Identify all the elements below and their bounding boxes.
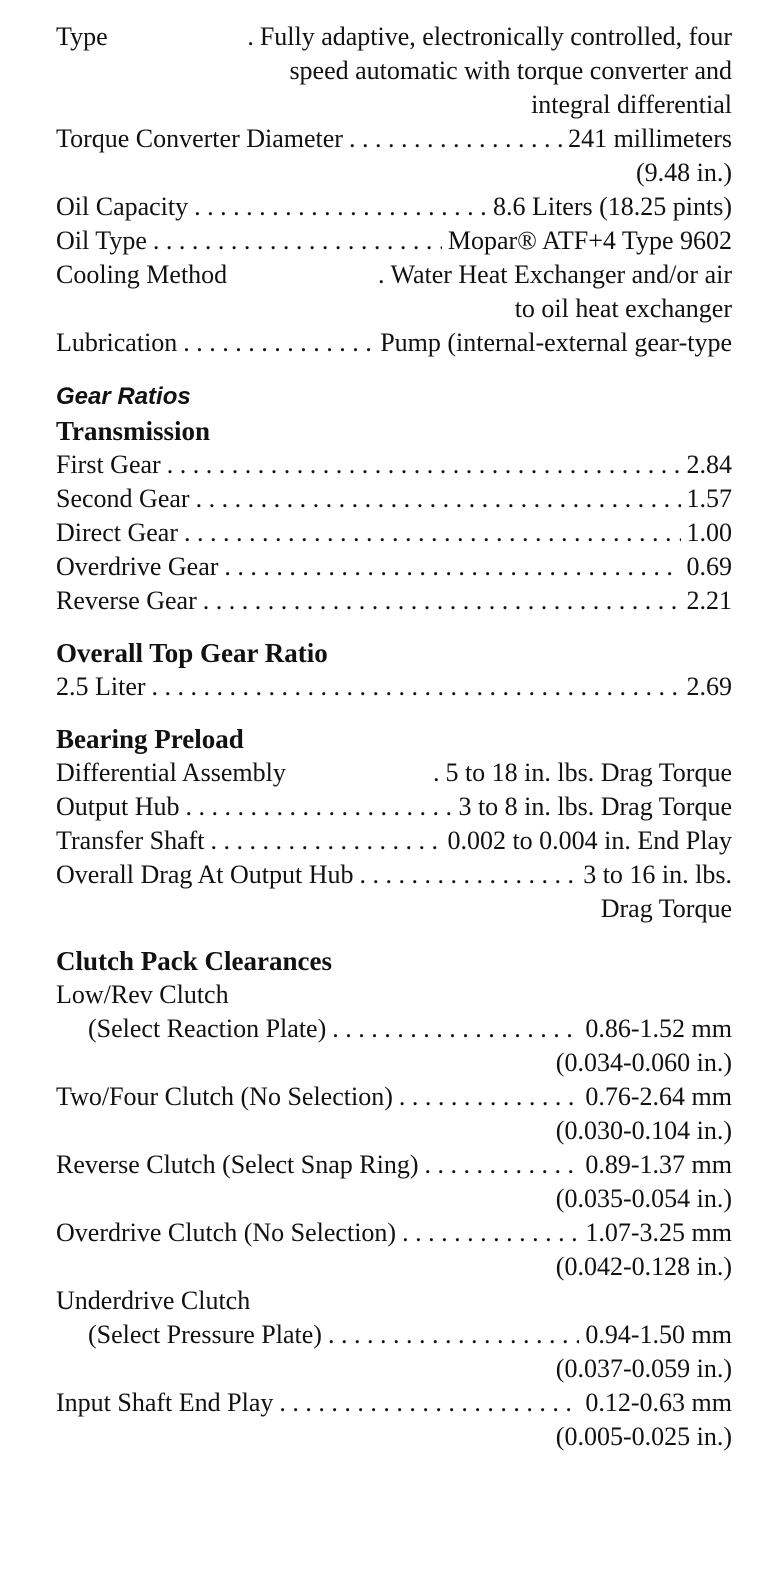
- spec-cooling-row: [56, 258, 732, 292]
- clutch-label: Overdrive Clutch (No Selection): [56, 1218, 397, 1247]
- clutch-row: [56, 1148, 732, 1182]
- preload-value: 3 to 16 in. lbs.: [583, 860, 732, 889]
- top-gear-label: 2.5 Liter: [56, 672, 146, 701]
- gear-value: 1.57: [686, 484, 732, 513]
- preload-value: 0.002 to 0.004 in. End Play: [447, 826, 732, 855]
- transmission-heading: Transmission: [56, 416, 211, 446]
- preload-row: [56, 790, 732, 824]
- gear-label: First Gear: [56, 450, 161, 479]
- gear-label: Overdrive Gear: [56, 552, 219, 581]
- leader-dots: [211, 824, 442, 858]
- clutch-value: 0.86-1.52 mm: [585, 1014, 732, 1043]
- preload-value: 5 to 18 in. lbs. Drag Torque: [445, 758, 732, 787]
- spec-lubrication-row: [56, 326, 732, 360]
- spec-oil-type-row: [56, 224, 732, 258]
- gear-row: [56, 482, 732, 516]
- spec-value: Pump (internal-external gear-type: [380, 328, 732, 357]
- leader-dots: [424, 1148, 579, 1182]
- leader-dots: [184, 516, 681, 550]
- spec-torque-row: [56, 122, 732, 156]
- gear-value: 2.21: [686, 586, 732, 615]
- clutch-value-inches: (0.035-0.054 in.): [555, 1184, 732, 1213]
- spec-value: 241 millimeters: [568, 124, 732, 153]
- preload-row: [56, 756, 732, 790]
- leader-dots: [114, 20, 254, 54]
- clutch-label: Two/Four Clutch (No Selection): [56, 1082, 393, 1111]
- preload-label: Overall Drag At Output Hub: [56, 860, 354, 889]
- clutch-sub-label: (Select Pressure Plate): [88, 1320, 322, 1349]
- clutch-value-inches: (0.037-0.059 in.): [555, 1354, 732, 1383]
- leader-dots: [196, 482, 681, 516]
- spec-value-continued: (9.48 in.): [635, 158, 732, 187]
- preload-row: [56, 858, 732, 892]
- gear-value: 2.84: [686, 450, 732, 479]
- spec-type-row: [56, 20, 732, 54]
- top-gear-value: 2.69: [686, 672, 732, 701]
- clutch-value: 0.94-1.50 mm: [585, 1320, 732, 1349]
- spec-label: Torque Converter Diameter: [56, 124, 343, 153]
- clutch-value-inches: (0.042-0.128 in.): [555, 1252, 732, 1281]
- clutch-row: [56, 1318, 732, 1352]
- leader-dots: [183, 326, 374, 360]
- preload-value-continued: Drag Torque: [600, 894, 732, 923]
- gear-value: 0.69: [686, 552, 732, 581]
- preload-label: Transfer Shaft: [56, 826, 205, 855]
- clutch-value: 1.07-3.25 mm: [585, 1218, 732, 1247]
- spec-value: Mopar® ATF+4 Type 9602: [447, 226, 732, 255]
- clutch-label: Underdrive Clutch: [56, 1286, 251, 1315]
- gear-label: Reverse Gear: [56, 586, 197, 615]
- leader-dots: [224, 550, 680, 584]
- clutch-value: 0.12-0.63 mm: [585, 1388, 732, 1417]
- overall-top-gear-heading: Overall Top Gear Ratio: [56, 638, 328, 668]
- clutch-label: Low/Rev Clutch: [56, 980, 229, 1009]
- gear-label: Direct Gear: [56, 518, 178, 547]
- clutch-value-inches: (0.030-0.104 in.): [555, 1116, 732, 1145]
- clutch-label: Input Shaft End Play: [56, 1388, 274, 1417]
- clutch-value: 0.76-2.64 mm: [585, 1082, 732, 1111]
- spec-value: Water Heat Exchanger and/or air: [390, 260, 732, 289]
- leader-dots: [203, 584, 681, 618]
- top-gear-row: [56, 670, 732, 704]
- clutch-value-inches: (0.034-0.060 in.): [555, 1048, 732, 1077]
- spec-value: Fully adaptive, electronically controlled, four: [259, 22, 732, 51]
- gear-row: [56, 516, 732, 550]
- leader-dots: [292, 756, 440, 790]
- clutch-value-inches: (0.005-0.025 in.): [555, 1422, 732, 1451]
- clutch-row: [56, 1080, 732, 1114]
- leader-dots: [399, 1080, 580, 1114]
- leader-dots: [233, 258, 384, 292]
- spec-label: Oil Capacity: [56, 192, 189, 221]
- gear-label: Second Gear: [56, 484, 190, 513]
- clutch-value: 0.89-1.37 mm: [585, 1150, 732, 1179]
- spec-label: Cooling Method: [56, 260, 228, 289]
- preload-label: Differential Assembly: [56, 758, 286, 787]
- spec-value-continued: integral differential: [531, 90, 732, 119]
- leader-dots: [328, 1318, 579, 1352]
- leader-dots: [279, 1386, 579, 1420]
- spec-value: 8.6 Liters (18.25 pints): [492, 192, 732, 221]
- preload-row: [56, 824, 732, 858]
- preload-label: Output Hub: [56, 792, 180, 821]
- leader-dots: [152, 670, 681, 704]
- gear-ratios-heading: Gear Ratios: [56, 383, 191, 410]
- leader-dots: [332, 1012, 579, 1046]
- leader-dots: [153, 224, 442, 258]
- clutch-sub-label: (Select Reaction Plate): [88, 1014, 327, 1043]
- spec-page: [56, 20, 732, 1454]
- gear-value: 1.00: [686, 518, 732, 547]
- gear-row: [56, 448, 732, 482]
- clutch-row: [56, 1386, 732, 1420]
- spec-oil-capacity-row: [56, 190, 732, 224]
- leader-dots: [402, 1216, 579, 1250]
- clutch-row: [56, 1216, 732, 1250]
- clutch-label: Reverse Clutch (Select Snap Ring): [56, 1150, 419, 1179]
- spec-value-continued: to oil heat exchanger: [514, 294, 732, 323]
- clutch-pack-heading: Clutch Pack Clearances: [56, 946, 332, 976]
- spec-label: Lubrication: [56, 328, 178, 357]
- preload-value: 3 to 8 in. lbs. Drag Torque: [458, 792, 732, 821]
- spec-label: Oil Type: [56, 226, 147, 255]
- leader-dots: [194, 190, 487, 224]
- bearing-preload-heading: Bearing Preload: [56, 724, 244, 754]
- leader-dots: [349, 122, 562, 156]
- leader-dots: [167, 448, 681, 482]
- gear-row: [56, 550, 732, 584]
- leader-dots: [186, 790, 453, 824]
- spec-label: Type: [56, 22, 108, 51]
- gear-row: [56, 584, 732, 618]
- leader-dots: [360, 858, 578, 892]
- clutch-row: [56, 1012, 732, 1046]
- spec-value-continued: speed automatic with torque converter and: [289, 56, 732, 85]
